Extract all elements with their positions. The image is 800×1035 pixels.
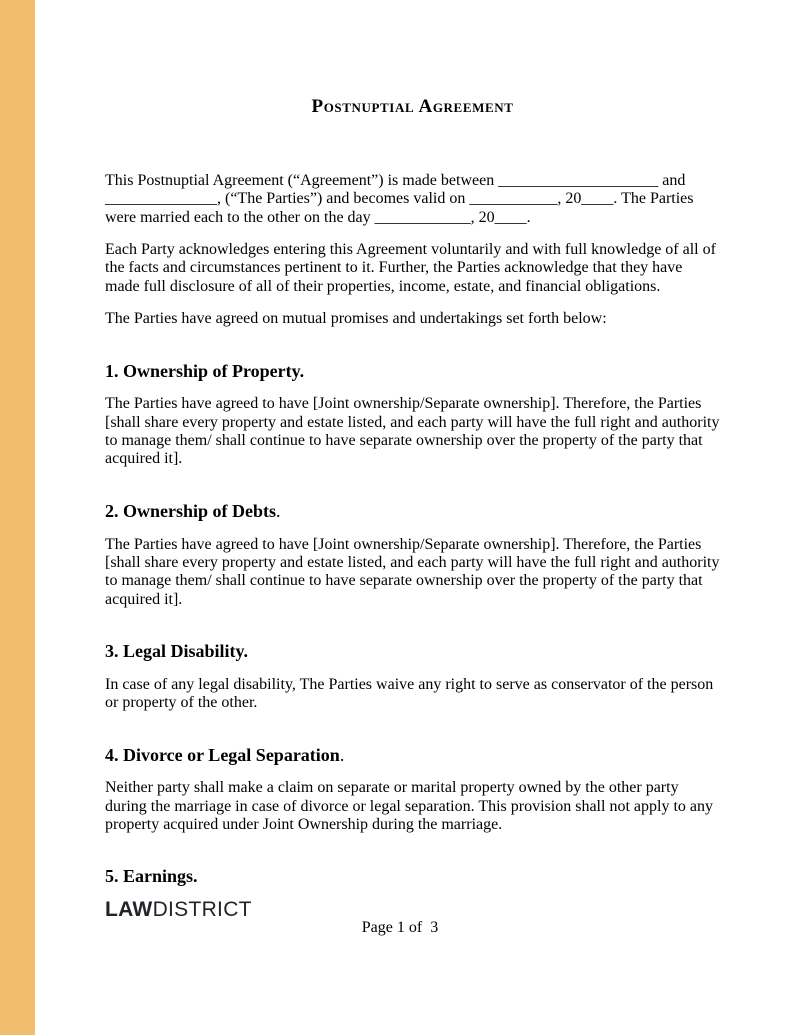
section-heading-ownership-of-property — [105, 361, 720, 382]
logo-district-text: DISTRICT — [152, 898, 252, 921]
section-heading-divorce-or-legal-separation — [105, 745, 720, 766]
section-heading-text: 2. Ownership of Debts — [105, 500, 277, 521]
logo-law-text: LAW — [105, 898, 153, 921]
section-body-ownership-of-property: The Parties have agreed to have [Joint ownership/Separate ownership]. Therefore, the Parties [shall share every property and estate listed, and each party will have the full right and authority to manage them/ shall continue to have separate ownership over the property of the party that acquired it]. — [105, 395, 720, 468]
intro-paragraph-undertakings: The Parties have agreed on mutual promises and undertakings set forth below: — [105, 310, 607, 328]
section-body-divorce-or-legal-separation: Neither party shall make a claim on separate or marital property owned by the other party during the marriage in case of divorce or legal separation. This provision shall not apply to any property acquired under Joint Ownership during the marriage. — [105, 779, 713, 834]
section-heading-text: 5. Earnings. — [105, 866, 198, 887]
document-content — [105, 0, 720, 901]
accent-stripe — [0, 0, 35, 1035]
page-number: Page 1 of 3 — [361, 919, 439, 936]
section-heading-suffix: . — [276, 500, 281, 521]
section-heading-suffix: . — [339, 744, 345, 765]
section-earnings — [105, 866, 720, 887]
section-body-legal-disability: In case of any legal disability, The Parties waive any right to serve as conservator of the person or property of the other. — [105, 675, 714, 712]
document-title: Postnuptial Agreement — [311, 96, 514, 117]
intro-paragraph-acknowledgement: Each Party acknowledges entering this Agreement voluntarily and with full knowledge of all of the facts and circumstances pertinent to it. Further, the Parties acknowledge that they have made full disclosure of all of their properties, income, estate, and financial obligations. — [105, 241, 716, 295]
section-heading-earnings — [105, 866, 720, 887]
section-heading-ownership-of-debts — [105, 501, 720, 522]
section-heading-text: 4. Divorce or Legal Separation — [105, 744, 340, 765]
section-ownership-of-debts — [105, 501, 720, 609]
section-ownership-of-property — [105, 361, 720, 469]
section-body-ownership-of-debts: The Parties have agreed to have [Joint ownership/Separate ownership]. Therefore, the Parties [shall share every property and estate listed, and each party will have the full right and authority to manage them/ shall continue to have separate ownership over the property of the party that acquired it]. — [105, 535, 720, 608]
section-heading-legal-disability — [105, 641, 720, 662]
section-heading-text: 1. Ownership of Property. — [105, 360, 305, 381]
section-legal-disability — [105, 641, 720, 712]
intro-paragraph-parties: This Postnuptial Agreement (“Agreement”) is made between ____________________ and ______________, (“The Parties”) and becomes valid on ___________, 20____. The Parties were married each to the other on the day ____________, 20____. — [105, 171, 694, 226]
section-heading-text: 3. Legal Disability. — [105, 641, 249, 662]
section-divorce-or-legal-separation — [105, 745, 720, 835]
